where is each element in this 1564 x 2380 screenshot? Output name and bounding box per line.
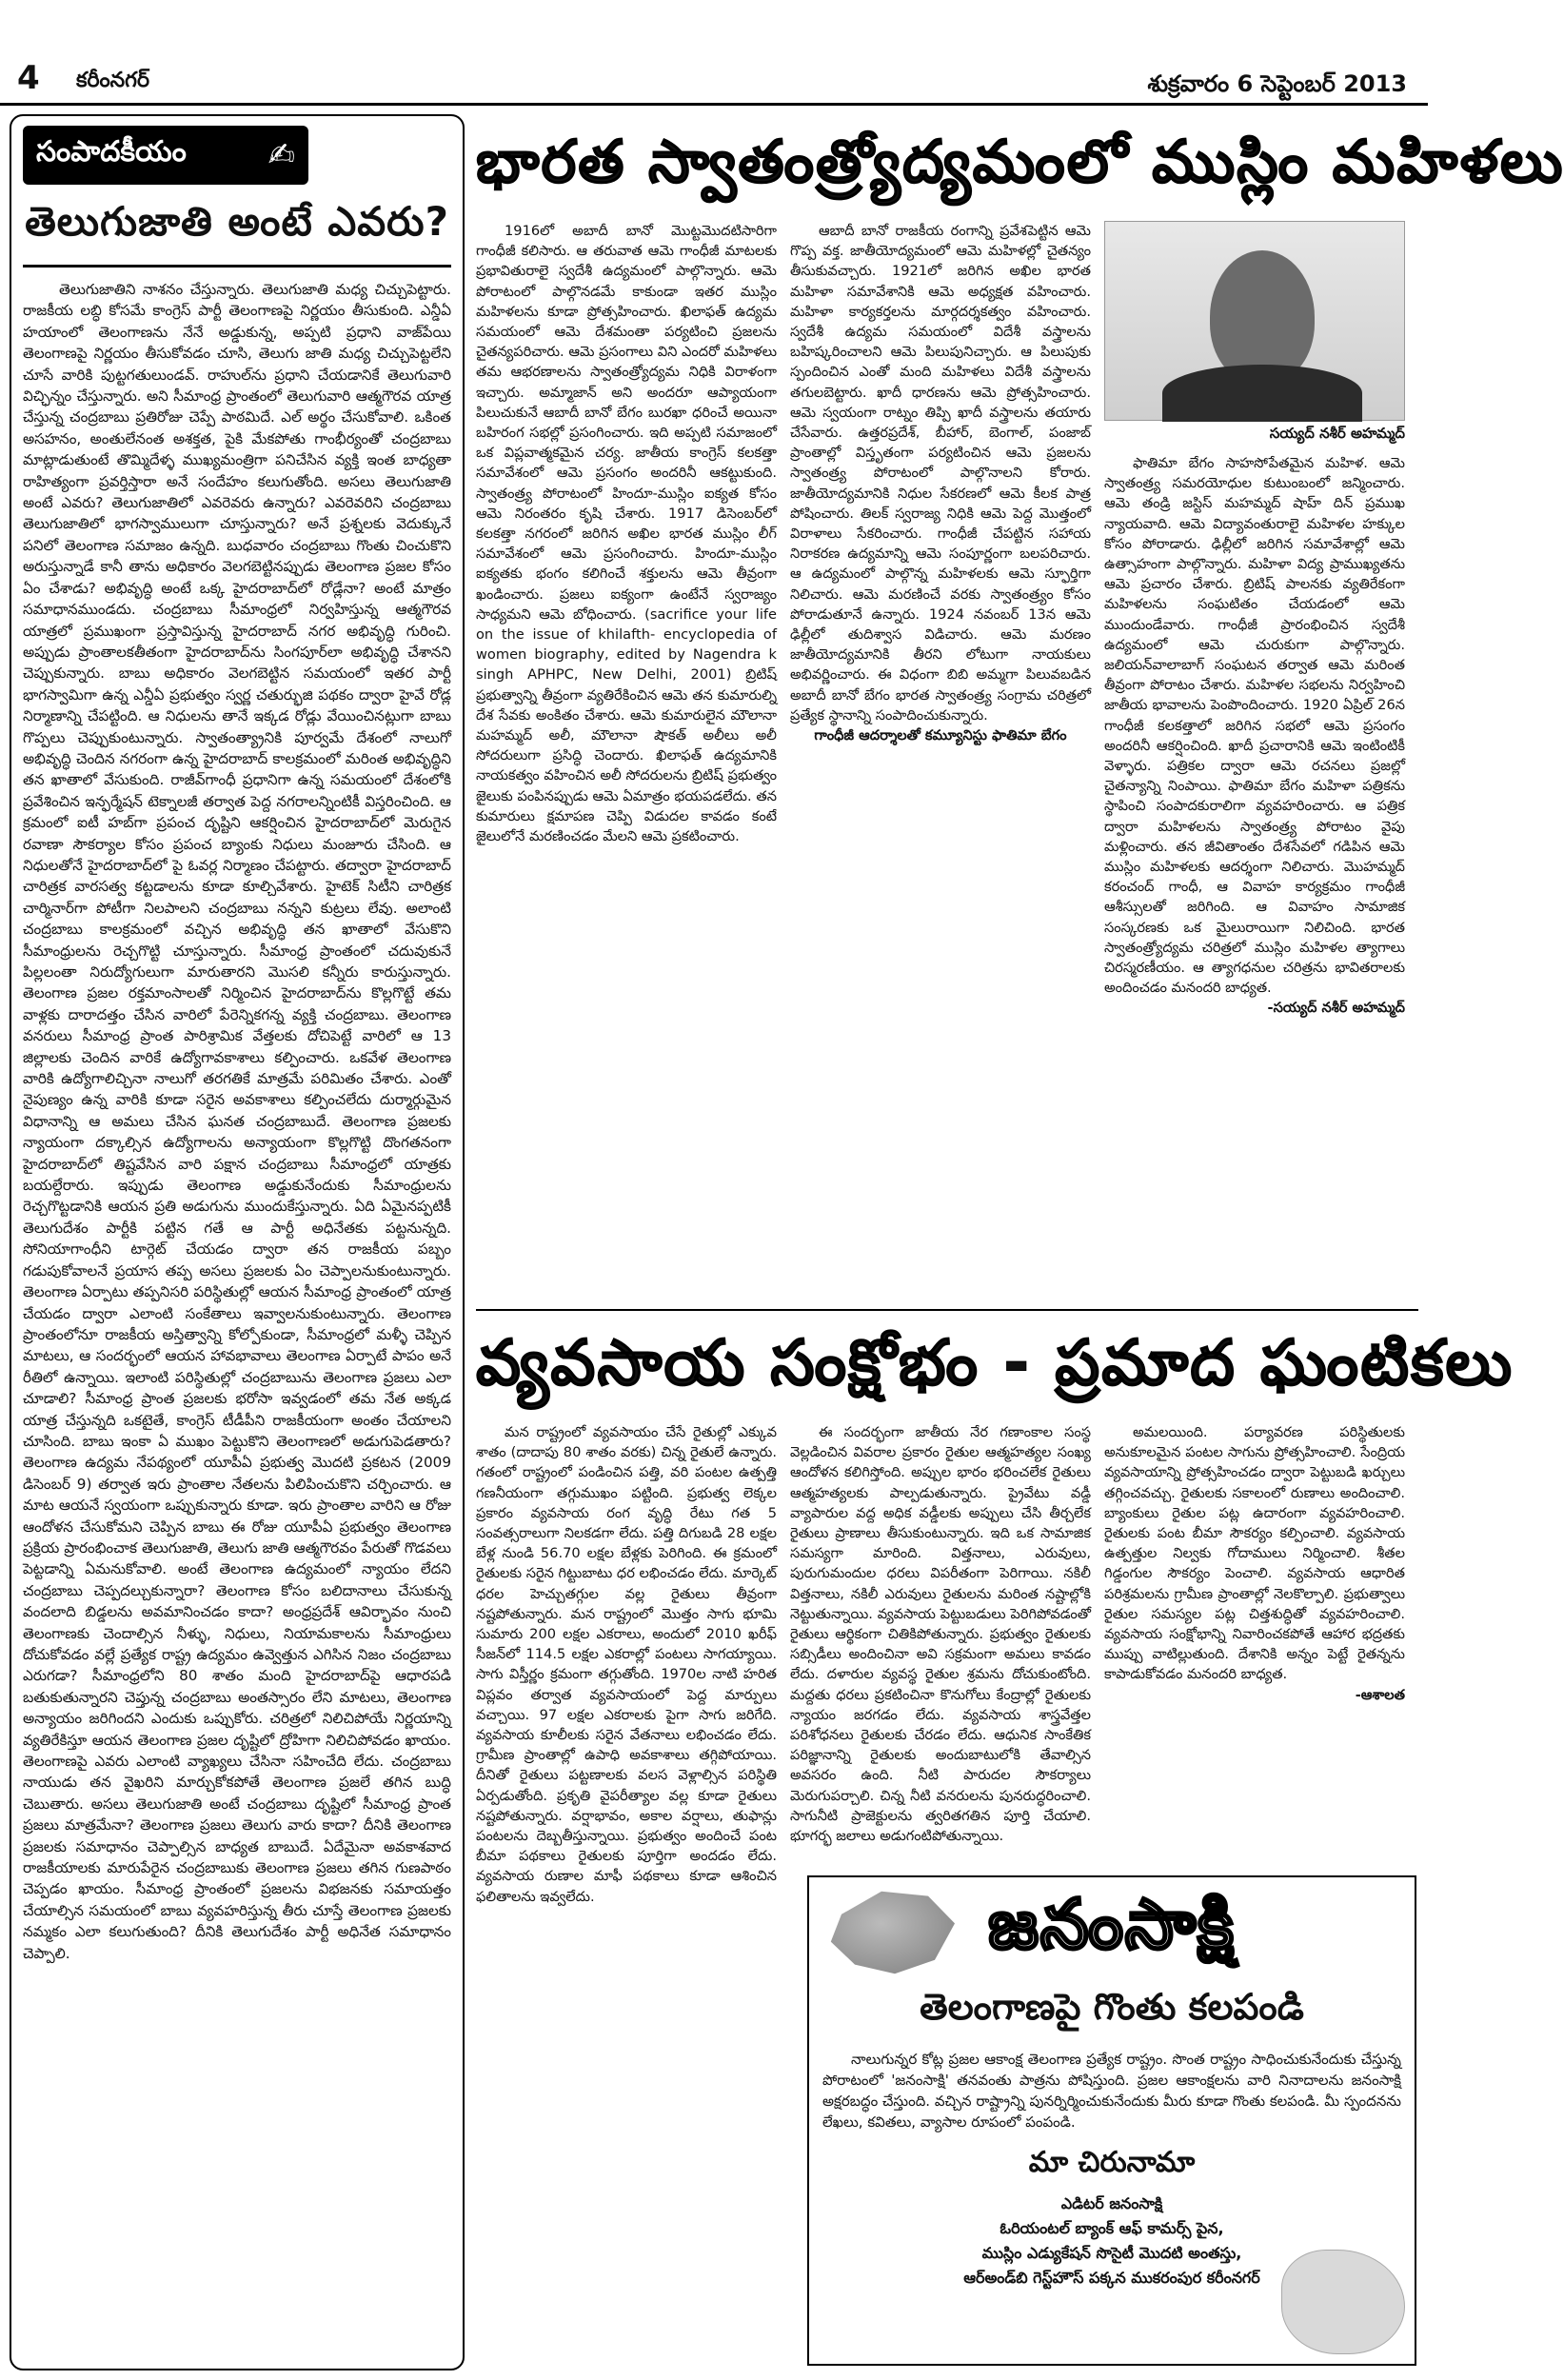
article1-col2-text: ఆబాదీ బానో రాజకీయ రంగాన్ని ప్రవేశపెట్టిన ఆమె గొప్ప వక్త. జాతీయోద్యమంలో ఆమె మహిళల్లో చైతన్యం తీసుకువచ్చారు. 1921లో జరిగిన అఖిల భారత మహిళా సమావేశానికి ఆమె అధ్యక్షత వహించారు. మహిళా కార్యకర్తలను మార్గదర్శకత్వం వహించారు. స్వదేశీ ఉద్యమ సమయంలో విదేశీ వస్త్రాలను బహిష్కరించాలని ఆమె పిలుపునిచ్చారు. ఆ పిలుపుకు స్పందించిన ఎంతో మంది మహిళలు విదేశీ వస్త్రాలను తగులబెట్టారు. ఖాదీ ధారణను ఆమె ప్రోత్సహించారు. ఆమె స్వయంగా రాట్నం తిప్పి ఖాదీ వస్త్రాలను తయారు చేసేవారు. ఉత్తరప్రదేశ్, బీహార్, బెంగాల్, పంజాబ్ ప్రాంతాల్లో విస్తృతంగా పర్యటించిన ఆమె ప్రజలను స్వాతంత్ర్య పోరాటంలో పాల్గొనాలని కోరారు. జాతీయోద్యమానికి నిధుల సేకరణలో ఆమె కీలక పాత్ర పోషించారు. తిలక్ స్వరాజ్య నిధికి ఆమె పెద్ద మొత్తంలో విరాళాలు సేకరించారు. గాంధీజీ చేపట్టిన సహాయ నిరాకరణ ఉద్యమాన్ని ఆమె సంపూర్ణంగా బలపరిచారు. ఆ ఉద్యమంలో పాల్గొన్న మహిళలకు ఆమె స్ఫూర్తిగా నిలిచారు. ఆమె మరణించే వరకు స్వాతంత్ర్యం కోసం పోరాడుతూనే ఉన్నారు. 1924 నవంబర్ 13న ఆమె ఢిల్లీలో తుదిశ్వాస విడిచారు. ఆమె మరణం జాతీయోద్యమానికి తీరని లోటుగా నాయకులు అభివర్ణించారు. ఈ విధంగా బిబి అమ్మగా పిలువబడిన అబాదీ బానో బేగం భారత స్వాతంత్ర్య సంగ్రామ చరిత్రలో ప్రత్యేక స్థానాన్ని సంపాదించుకున్నారు. xyxy=(790,223,1091,724)
ad-address-line: ఓరియంటల్ బ్యాంక్ ఆఫ్ కామర్స్ పైన, xyxy=(1000,2219,1224,2237)
article1-subheading: గాంధీజీ ఆదర్శాలతో కమ్యూనిస్టు ఫాతిమా బేగం xyxy=(814,727,1067,744)
article1-col2 xyxy=(790,221,1091,1287)
article-muslim-women xyxy=(476,114,1564,1304)
ad-logo xyxy=(822,1885,1401,1980)
ad-address-line: ఆర్‌అండ్‌బి గెస్ట్‌హౌస్ పక్కన ముకరంపుర కరీంనగర్ xyxy=(963,2269,1260,2287)
ad-address-line: ముస్లిం ఎడ్యుకేషన్ సొసైటీ మొదటి అంతస్తు, xyxy=(981,2244,1242,2262)
editorial-body xyxy=(23,279,451,1964)
article2-col3-text: అమలయింది. పర్యావరణ పరిస్థితులకు అనుకూలమైన పంటల సాగును ప్రోత్సహించాలి. సేంద్రియ వ్యవసాయాన్ని ప్రోత్సహించడం ద్వారా పెట్టుబడి ఖర్చులు తగ్గించవచ్చు. రైతులకు సకాలంలో రుణాలు అందించాలి. బ్యాంకులు రైతుల పట్ల ఉదారంగా వ్యవహరించాలి. రైతులకు పంట బీమా సౌకర్యం కల్పించాలి. వ్యవసాయ ఉత్పత్తుల నిల్వకు గోదాములు నిర్మించాలి. శీతల గిడ్డంగుల సౌకర్యం పెంచాలి. వ్యవసాయ ఆధారిత పరిశ్రమలను గ్రామీణ ప్రాంతాల్లో నెలకొల్పాలి. ప్రభుత్వాలు రైతుల సమస్యల పట్ల చిత్తశుద్ధితో వ్యవహరించాలి. వ్యవసాయ సంక్షోభాన్ని నివారించకపోతే ఆహార భద్రతకు ముప్పు వాటిల్లుతుంది. దేశానికి అన్నం పెట్టే రైతన్నను కాపాడుకోవడం మనందరి బాధ్యత. xyxy=(1104,1424,1405,1683)
issue-date: శుక్రవారం 6 సెప్టెంబర్ 2013 xyxy=(1147,70,1407,97)
editorial-title: తెలుగుజాతి అంటే ఎవరు? xyxy=(23,198,451,268)
author-face xyxy=(1210,250,1315,384)
editorial-badge xyxy=(23,126,308,185)
telangana-map-icon xyxy=(828,1887,961,1978)
ad-address-title: మా చిరునామా xyxy=(1028,2146,1196,2179)
author-photo xyxy=(1104,221,1405,421)
editorial-column xyxy=(10,114,465,2370)
page-number: 4 xyxy=(17,59,40,97)
author-photo-caption: సయ్యద్ నశీర్ అహమ్మద్ xyxy=(1269,425,1405,442)
article1-headline: భారత స్వాతంత్ర్యోద్యమంలో ముస్లిం మహిళలు xyxy=(476,127,1564,196)
ad-brand-name: జనంసాక్షి xyxy=(988,1884,1236,1964)
header-rule xyxy=(0,103,1428,106)
ad-text: నాలుగున్నర కోట్ల ప్రజల ఆకాంక్ష తెలంగాణ ప్రత్యేక రాష్ట్రం. సొంత రాష్ట్రం సాధించుకునేందుకు చేస్తున్న పోరాటంలో 'జనంసాక్షి' తనవంతు పాత్రను పోషిస్తుంది. ప్రజల ఆకాంక్షలను వారి నినాదాలను జనంసాక్షి అక్షరబద్ధం చేస్తుంది. వచ్చిన రాష్ట్రాన్ని పునర్నిర్మించుకునేందుకు మీరు కూడా గొంతు కలపండి. మీ స్పందనను లేఖలు, కవితలు, వ్యాసాల రూపంలో పంపండి. xyxy=(822,2051,1401,2131)
article2-headline: వ్యవసాయ సంక్షోభం - ప్రమాద ఘంటికలు xyxy=(476,1326,1515,1399)
article1-signature: -సయ్యద్ నశీర్ అహమ్మద్ xyxy=(1267,1000,1405,1017)
article1-col1-text: 1916లో అబాదీ బానో మొట్టమొదటిసారిగా గాంధీజీ కలిసారు. ఆ తరువాత ఆమె గాంధీజీ మాటలకు ప్రభావితురాలై స్వదేశీ ఉద్యమంలో పాల్గొన్నారు. ఆమె పోరాటంలో పాల్గొనడమే కాకుండా ఇతర ముస్లిం మహిళలను కూడా ప్రోత్సహించారు. ఖిలాఫత్ ఉద్యమ సమయంలో ఆమె దేశమంతా పర్యటించి ప్రజలను చైతన్యపరిచారు. ఆమె ప్రసంగాలు విని ఎందరో మహిళలు తమ ఆభరణాలను స్వాతంత్ర్యోద్యమ నిధికి విరాళంగా ఇచ్చారు. అమ్మాజాన్ అని అందరూ ఆప్యాయంగా పిలుచుకునే ఆబాదీ బానో బేగం బురఖా ధరించే అయినా బహిరంగ సభల్లో ప్రసంగించారు. ఇది అప్పటి సమాజంలో ఒక విప్లవాత్మకమైన చర్య. జాతీయ కాంగ్రెస్ కలకత్తా సమావేశంలో ఆమె ప్రసంగం అందరినీ ఆకట్టుకుంది. స్వాతంత్ర్య పోరాటంలో హిందూ-ముస్లిం ఐక్యత కోసం ఆమె నిరంతరం కృషి చేశారు. 1917 డిసెంబర్‌లో కలకత్తా నగరంలో జరిగిన అఖిల భారత ముస్లిం లీగ్ సమావేశంలో ఆమె ప్రసంగించారు. హిందూ-ముస్లిం ఐక్యతకు భంగం కలిగించే శక్తులను ఆమె తీవ్రంగా ఖండించారు. ప్రజలు ఐక్యంగా ఉంటేనే స్వరాజ్యం సాధ్యమని ఆమె బోధించారు. (sacrifice your life on the issue of khilafth- encyclopedia of women biography, edited by Nagendra k singh APHPC, New Delhi, 2001) బ్రిటిష్ ప్రభుత్వాన్ని తీవ్రంగా వ్యతిరేకించిన ఆమె తన కుమారుల్ని దేశ సేవకు అంకితం చేశారు. ఆమె కుమారులైన మౌలానా మహమ్మద్ అలీ, మౌలానా షౌకత్ అలీలు అలీ సోదరులుగా ప్రసిద్ధి చెందారు. ఖిలాఫత్ ఉద్యమానికి నాయకత్వం వహించిన అలీ సోదరులను బ్రిటిష్ ప్రభుత్వం జైలుకు పంపినప్పుడు ఆమె ఏమాత్రం భయపడలేదు. తన కుమారులు క్షమాపణ చెప్పి విడుదల కావడం కంటే జైలులోనే మరణించడం మేలని ఆమె ప్రకటించారు. xyxy=(476,223,777,845)
article-divider xyxy=(476,1309,1418,1311)
article2-col2-text: ఈ సందర్భంగా జాతీయ నేర గణాంకాల సంస్థ వెల్లడించిన వివరాల ప్రకారం రైతుల ఆత్మహత్యల సంఖ్య ఆందోళన కలిగిస్తోంది. అప్పుల భారం భరించలేక రైతులు ఆత్మహత్యలకు పాల్పడుతున్నారు. ప్రైవేటు వడ్డీ వ్యాపారుల వద్ద అధిక వడ్డీలకు అప్పులు చేసి తీర్చలేక రైతులు ప్రాణాలు తీసుకుంటున్నారు. ఇది ఒక సామాజిక సమస్యగా మారింది. విత్తనాలు, ఎరువులు, పురుగుమందుల ధరలు విపరీతంగా పెరిగాయి. నకిలీ విత్తనాలు, నకిలీ ఎరువులు రైతులను మరింత నష్టాల్లోకి నెట్టుతున్నాయి. వ్యవసాయ పెట్టుబడులు పెరిగిపోవడంతో రైతులు ఆర్థికంగా చితికిపోతున్నారు. ప్రభుత్వం రైతులకు సబ్సిడీలు అందించినా అవి సక్రమంగా అమలు కావడం లేదు. దళారుల వ్యవస్థ రైతుల శ్రమను దోచుకుంటోంది. మద్దతు ధరలు ప్రకటించినా కొనుగోలు కేంద్రాల్లో రైతులకు న్యాయం జరగడం లేదు. వ్యవసాయ శాస్త్రవేత్తల పరిశోధనలు రైతులకు చేరడం లేదు. ఆధునిక సాంకేతిక పరిజ్ఞానాన్ని రైతులకు అందుబాటులోకి తేవాల్సిన అవసరం ఉంది. నీటి పారుదల సౌకర్యాలు మెరుగుపర్చాలి. చిన్న నీటి వనరులను పునరుద్ధరించాలి. సాగునీటి ప్రాజెక్టులను త్వరితగతిన పూర్తి చేయాలి. భూగర్భ జలాలు అడుగంటిపోతున్నాయి. xyxy=(790,1424,1091,1845)
article1-col3-text: ఫాతిమా బేగం సాహసోపేతమైన మహిళ. ఆమె స్వాతంత్ర్య సమరయోధుల కుటుంబంలో జన్మించారు. ఆమె తండ్రి జస్టిస్ మహమ్మద్ షాహ్ దిన్ ప్రముఖ న్యాయవాది. ఆమె విద్యావంతురాలై మహిళల హక్కుల కోసం పోరాడారు. ఢిల్లీలో జరిగిన సమావేశాల్లో ఆమె ఉత్సాహంగా పాల్గొన్నారు. మహిళా విద్య ప్రాముఖ్యతను ఆమె ప్రచారం చేశారు. బ్రిటిష్ పాలనకు వ్యతిరేకంగా మహిళలను సంఘటితం చేయడంలో ఆమె ముందుండేవారు. గాంధీజీ ప్రారంభించిన స్వదేశీ ఉద్యమంలో ఆమె చురుకుగా పాల్గొన్నారు. జలియన్‌వాలాబాగ్ సంఘటన తర్వాత ఆమె మరింత తీవ్రంగా పోరాటం చేశారు. మహిళల సభలను నిర్వహించి జాతీయ భావాలను పెంపొందించారు. 1920 ఏప్రిల్ 26న గాంధీజీ కలకత్తాలో జరిగిన సభలో ఆమె ప్రసంగం అందరినీ ఆకర్షించింది. ఖాదీ ప్రచారానికి ఆమె ఇంటింటికీ వెళ్ళారు. పత్రికల ద్వారా ఆమె రచనలు ప్రజల్లో చైతన్యాన్ని నింపాయి. ఫాతిమా బేగం మహిళా పత్రికను స్థాపించి సంపాదకురాలిగా వ్యవహరించారు. ఆ పత్రిక ద్వారా మహిళలను స్వాతంత్ర్య పోరాటం వైపు మళ్లించారు. తన జీవితాంతం దేశసేవలో గడిపిన ఆమె ముస్లిం మహిళలకు ఆదర్శంగా నిలిచారు. మొహమ్మద్ కరంచంద్ గాంధీ, ఆ వివాహ కార్యక్రమం గాంధీజీ ఆశీస్సులతో జరిగింది. ఆ వివాహం సామాజిక సంస్కరణకు ఒక మైలురాయిగా నిలిచింది. భారత స్వాతంత్ర్యోద్యమ చరిత్రలో ముస్లిం మహిళల త్యాగాలు చిరస్మరణీయం. ఆ త్యాగధనుల చరిత్రను భావితరాలకు అందించడం మనందరి బాధ్యత. xyxy=(1104,455,1405,997)
ad-address-line: ఎడిటర్ జనంసాక్షి xyxy=(1060,2194,1163,2212)
janamsakshi-advertisement xyxy=(807,1875,1416,2366)
article1-col3 xyxy=(1104,221,1405,1287)
page-header xyxy=(0,0,1428,105)
editorial-text: తెలుగుజాతిని నాశనం చేస్తున్నారు. తెలుగుజాతి మధ్య చిచ్చుపెట్టారు. రాజకీయ లబ్ధి కోసమే కాంగ్రెస్ పార్టీ తెలంగాణపై నిర్ణయం తీసుకుంది. ఎన్డీఏ హయాంలో తెలంగాణను నేనే అడ్డుకున్న, అప్పటి ప్రధాని వాజ్‌పేయి తెలంగాణపై నిర్ణయం తీసుకోవడం చూసి, తెలుగు జాతి మధ్య చిచ్చుపెట్టలేని చూసే వారికి పుట్టగతులుండవ్. రాహుల్‌ను ప్రధాని చేయడానికే తెలుగువారి విచ్ఛిన్నం చేస్తున్నారు. అని సీమాంధ్ర ప్రాంతంలో తెలుగువారి ఆత్మగౌరవ యాత్ర చేస్తున్న చంద్రబాబు ప్రతిరోజు చెప్పే పాఠమిదే. ఎల్ అర్థం చేసుకోవాలి. ఒకింత అసహనం, అంతులేనంత అశక్తత, పైకి మేకపోతు గాంభీర్యంతో చంద్రబాబు మాట్లాడుతుంటే తొమ్మిదేళ్ళ ముఖ్యమంత్రిగా పనిచేసిన వ్యక్తి ఇంత బాధ్యతా రాహిత్యంగా ప్రవర్తిస్తారా అనే సందేహం కలుగుతోంది. అసలు తెలుగుజాతి అంటే ఎవరు? తెలుగుజాతిలో ఎవరెవరు ఉన్నారు? ఎవరెవరిని చంద్రబాబు తెలుగుజాతిలో భాగస్వాములుగా చూస్తున్నారు? అనే ప్రశ్నలకు వెదుక్కునే పనిలో తెలంగాణ సమాజం ఉన్నది. బుధవారం చంద్రబాబు గొంతు చించుకొని అరుస్తున్నాడే కానీ తాను అధికారం వెలగబెట్టినప్పుడు తెలంగాణ ప్రజల కోసం ఏం చేశాడు? అభివృద్ధి అంటే ఒక్క హైదరాబాద్‌లో రోడ్లేనా? అంటే మాత్రం సమాధానముండదు. చంద్రబాబు సీమాంధ్రలో నిర్వహిస్తున్న ఆత్మగౌరవ యాత్రలో ప్రముఖంగా ప్రస్తావిస్తున్న హైదరాబాద్ నగర అభివృద్ధి గురించి. అప్పుడు ప్రాంతాలకతీతంగా హైదరాబాద్‌ను సింగపూర్‌లా అభివృద్ధి చేశానని చెప్పుకున్నారు. బాబు అధికారం వెలగబెట్టిన సమయంలో ఇతర పార్టీ భాగస్వామిగా ఉన్న ఎన్డీఏ ప్రభుత్వం స్వర్ణ చతుర్భుజి పథకం ద్వారా హైవే రోడ్ల నిర్మాణాన్ని చేపట్టింది. ఆ నిధులను తానే ఇక్కడ రోడ్లు వేయించినట్లుగా బాబు గొప్పలు చెప్పుకుంటున్నారు. స్వాతంత్య్రానికి పూర్వమే దేశంలో నాలుగో అభివృద్ధి చెందిన నగరంగా ఉన్న హైదరాబాద్ కాలక్రమంలో మరింత అభివృద్ధిని తన ఖాతాలో వేసుకుంది. రాజీవ్‌గాంధీ ప్రధానిగా ఉన్న సమయంలో దేశంలోకి ప్రవేశించిన ఇన్ఫర్మేషన్ టెక్నాలజీ తర్వాత పెద్ద నగరాలన్నింటికీ విస్తరించింది. ఆ క్రమంలో ఐటీ హబ్‌గా ప్రపంచ దృష్టిని ఆకర్షించిన హైదరాబాద్‌లో మెరుగైన రవాణా సౌకర్యాల కోసం ప్రపంచ బ్యాంకు నిధులు మంజూరు చేసింది. ఆ నిధులతోనే హైదరాబాద్‌లో పై ఓవర్ల నిర్మాణం చేపట్టారు. తద్వారా హైదరాబాద్ చారిత్రక వారసత్వ కట్టడాలను కూడా కూల్చివేశారు. హైటెక్ సిటీని చారిత్రక చార్మినార్‌గా పోటీగా నిలపాలని చంద్రబాబు నన్నని కుట్రలు లేవు. అలాంటి చంద్రబాబు కాలక్రమంలో వచ్చిన అభివృద్ధి తన ఖాతాలో వేసుకొని సీమాంధ్రులను రెచ్చగొట్టి చూస్తున్నారు. సీమాంధ్ర ప్రాంతంలో చదువుకునే పిల్లలంతా నిరుద్యోగులుగా మారుతారని మొసలి కన్నీరు కారుస్తున్నారు. తెలంగాణ ప్రజల రక్తమాంసాలతో నిర్మించిన హైదరాబాద్‌ను కొల్లగొట్టే తమ వాళ్లకు దారాదత్తం చేసిన వారిలో పేరెన్నికగన్న వ్యక్తి చంద్రబాబు. తెలంగాణ వనరులు సీమాంధ్ర ప్రాంత పారిశ్రామిక వేత్తలకు దోచిపెట్టే వారిలో ఆ 13 జిల్లాలకు చెందిన వారికే ఉద్యోగావకాశాలు కల్పించారు. ఒకవేళ తెలంగాణ వారికి ఉద్యోగాలిచ్చినా నాలుగో తరగతికే మాత్రమే పరిమితం చేశారు. ఎంతో నైపుణ్యం ఉన్న వారికి కూడా సరైన అవకాశాలు కల్పించలేదు దుర్మార్గుమైన విధానాన్ని ఆ అమలు చేసిన ఘనత చంద్రబాబుదే. తెలంగాణ ప్రజలకు న్యాయంగా దక్కాల్సిన ఉద్యోగాలను అన్యాయంగా కొల్లగొట్టి దొంగతనంగా హైదరాబాద్‌లో తిష్టవేసిన వారి పక్షాన చంద్రబాబు సీమాంధ్రలో యాత్రకు బయల్దేరారు. ఇప్పుడు తెలంగాణ అడ్డుకునేందుకు సీమాంధ్రులను రెచ్చగొట్టడానికి ఆయన ప్రతి అడుగును ముందుకేస్తున్నారు. ఏది ఏమైనప్పటికీ తెలుగుదేశం పార్టీకి పట్టిన గతే ఆ పార్టీ అధినేతకు పట్టనున్నది. సోనియాగాంధీని టార్గెట్ చేయడం ద్వారా తన రాజకీయ పబ్బం గడుపుకోవాలనే ప్రయాస తప్ప అసలు ప్రజలకు ఏం చెప్పాలనుకుంటున్నారు. తెలంగాణ ఏర్పాటు తప్పనిసరి పరిస్థితుల్లో ఆయన సీమాంధ్ర ప్రాంతంలో యాత్ర చేయడం ద్వారా ఎలాంటి సంకేతాలు ఇవ్వాలనుకుంటున్నారు. తెలంగాణ ప్రాంతంలోనూ రాజకీయ అస్తిత్వాన్ని కోల్పోకుండా, సీమాంధ్రలో మళ్ళీ చెప్పిన మాటలు, ఆ సందర్భంలో ఆయన హావభావాలు తెలంగాణ ఏర్పాటే పాపం అనే రీతిలో ఉన్నాయి. ఇలాంటి పరిస్థితుల్లో చంద్రబాబును తెలంగాణ ప్రజలు ఎలా చూడాలి? సీమాంధ్ర ప్రాంత ప్రజలకు భరోసా ఇవ్వడంలో తమ నేత అక్కడ యాత్ర చేస్తున్నది ఒకటైతే, కాంగ్రెస్ టీడీపీని రాజకీయంగా అంతం చేయాలని చూసింది. బాబు ఇంకా ఏ ముఖం పెట్టుకొని తెలంగాణలో అడుగుపెడతారు? తెలంగాణ ఉద్యమ నేపథ్యంలో యూపీఏ ప్రభుత్వ మొదటి ప్రకటన (2009 డిసెంబర్ 9) తర్వాత ఇరు ప్రాంతాల నేతలను పిలిపించుకొని చర్చించారు. ఆ మాట ఆయనే స్వయంగా ఒప్పుకున్నారు కూడా. ఇరు ప్రాంతాల వారిని ఆ రోజు ఆందోళన చేసుకోమని చెప్పిన బాబు ఈ రోజు యూపీఏ ప్రభుత్వం తెలంగాణ ప్రక్రియ ప్రారంభించాక తెలుగుజాతి, తెలుగు జాతి ఆత్మగౌరవం పేరుతో గొడవలు పెట్టడాన్ని ఏమనుకోవాలి. అంటే తెలంగాణ ఉద్యమంలో న్యాయం లేదని చంద్రబాబు చెప్పదల్చుకున్నారా? తెలంగాణ కోసం బలిదానాలు చేసుకున్న వందలాది బిడ్డలను అవమానించడం కాదా? అంధ్రప్రదేశ్ ఆవిర్భావం నుంచి తెలంగాణకు చెందాల్సిన నీళ్ళు, నిధులు, నియామకాలను సీమాంధ్రులు దోచుకోవడం వల్లే ప్రత్యేక రాష్ట్ర ఉద్యమం ఉవ్వెత్తున ఎగిసిన నిజం చంద్రబాబు ఎరుగడా? సీమాంధ్రలోని 80 శాతం మంది హైదరాబాద్‌పై ఆధారపడి బతుకుతున్నారని చెప్తున్న చంద్రబాబు అంతస్సారం లేని మాటలు, తెలంగాణ అన్యాయం జరిగిందని ఎందుకు ఒప్పుకోరు. చరిత్రలో నిలిచిపోయే నిర్ణయాన్ని వ్యతిరేకిస్తూ ఆయన తెలంగాణ ప్రజల దృష్టిలో ద్రోహిగా నిలిచిపోవడం ఖాయం. తెలంగాణపై ఎవరు ఎలాంటి వ్యాఖ్యలు చేసినా సహించేది లేదు. చంద్రబాబు నాయుడు తన వైఖరిని మార్చుకోకపోతే తెలంగాణ ప్రజలే తగిన బుద్ధి చెబుతారు. అసలు తెలుగుజాతి అంటే చంద్రబాబు దృష్టిలో సీమాంధ్ర ప్రాంత ప్రజలు మాత్రమేనా? తెలంగాణ ప్రజలు తెలుగు వారు కాదా? దీనికి తెలంగాణ ప్రజలకు సమాధానం చెప్పాల్సిన బాధ్యత బాబుదే. ఏదేమైనా అవకాశవాద రాజకీయాలకు మారుపేరైన చంద్రబాబుకు తెలంగాణ ప్రజలు తగిన గుణపాఠం చెప్పడం ఖాయం. సీమాంధ్ర ప్రాంతంలో ప్రజలను విభజనకు సమాయత్తం చేయాల్సిన సమయంలో బాబు వ్యవహరిస్తున్న తీరు చూస్తే తెలంగాణ ప్రజలకు నమ్మకం ఎలా కలుగుతుంది? దీనికి తెలుగుదేశం పార్టీ అధినేత సమాధానం చెప్పాలి. xyxy=(23,281,451,1962)
article2-col1 xyxy=(476,1422,777,2370)
author-shoulders xyxy=(1162,365,1362,422)
ad-slogan: తెలంగాణపై గొంతు కలపండి xyxy=(920,1986,1304,2028)
article1-columns xyxy=(476,221,1418,1287)
pen-icon: ✍ xyxy=(267,136,295,174)
article1-col1 xyxy=(476,221,777,1287)
editorial-badge-label: సంపాదకీయం xyxy=(36,135,187,169)
article2-col1-text: మన రాష్ట్రంలో వ్యవసాయం చేసే రైతుల్లో ఎక్కువ శాతం (దాదాపు 80 శాతం వరకు) చిన్న రైతులే ఉన్నారు. గతంలో రాష్ట్రంలో పండించిన పత్తి, వరి పంటల ఉత్పత్తి గణనీయంగా తగ్గుముఖం పట్టింది. ప్రభుత్వ లెక్కల ప్రకారం వ్యవసాయ రంగ వృద్ధి రేటు గత 5 సంవత్సరాలుగా నిలకడగా లేదు. పత్తి దిగుబడి 28 లక్షల బేళ్ల నుండి 56.70 లక్షల బేళ్లకు పెరిగింది. ఈ క్రమంలో రైతులకు సరైన గిట్టుబాటు ధర లభించడం లేదు. మార్కెట్ ధరల హెచ్చుతగ్గుల వల్ల రైతులు తీవ్రంగా నష్టపోతున్నారు. మన రాష్ట్రంలో మొత్తం సాగు భూమి సుమారు 200 లక్షల ఎకరాలు, అందులో 2010 ఖరీఫ్ సీజన్‌లో 114.5 లక్షల ఎకరాల్లో పంటలు సాగయ్యాయి. సాగు విస్తీర్ణం క్రమంగా తగ్గుతోంది. 1970ల నాటి హరిత విప్లవం తర్వాత వ్యవసాయంలో పెద్ద మార్పులు వచ్చాయి. 97 లక్షల ఎకరాలకు పైగా సాగు జరిగేది. వ్యవసాయ కూలీలకు సరైన వేతనాలు లభించడం లేదు. గ్రామీణ ప్రాంతాల్లో ఉపాధి అవకాశాలు తగ్గిపోయాయి. దీనితో రైతులు పట్టణాలకు వలస వెళ్లాల్సిన పరిస్థితి ఏర్పడుతోంది. ప్రకృతి వైపరీత్యాల వల్ల కూడా రైతులు నష్టపోతున్నారు. వర్షాభావం, అకాల వర్షాలు, తుఫాన్లు పంటలను దెబ్బతీస్తున్నాయి. ప్రభుత్వం అందించే పంట బీమా పథకాలు రైతులకు పూర్తిగా అందడం లేదు. వ్యవసాయ రుణాల మాఫీ పథకాలు కూడా ఆశించిన ఫలితాలను ఇవ్వలేదు. xyxy=(476,1424,777,1905)
article2-signature: -ఆశాలత xyxy=(1355,1686,1405,1703)
section-name: కరీంనగర్ xyxy=(76,69,150,92)
